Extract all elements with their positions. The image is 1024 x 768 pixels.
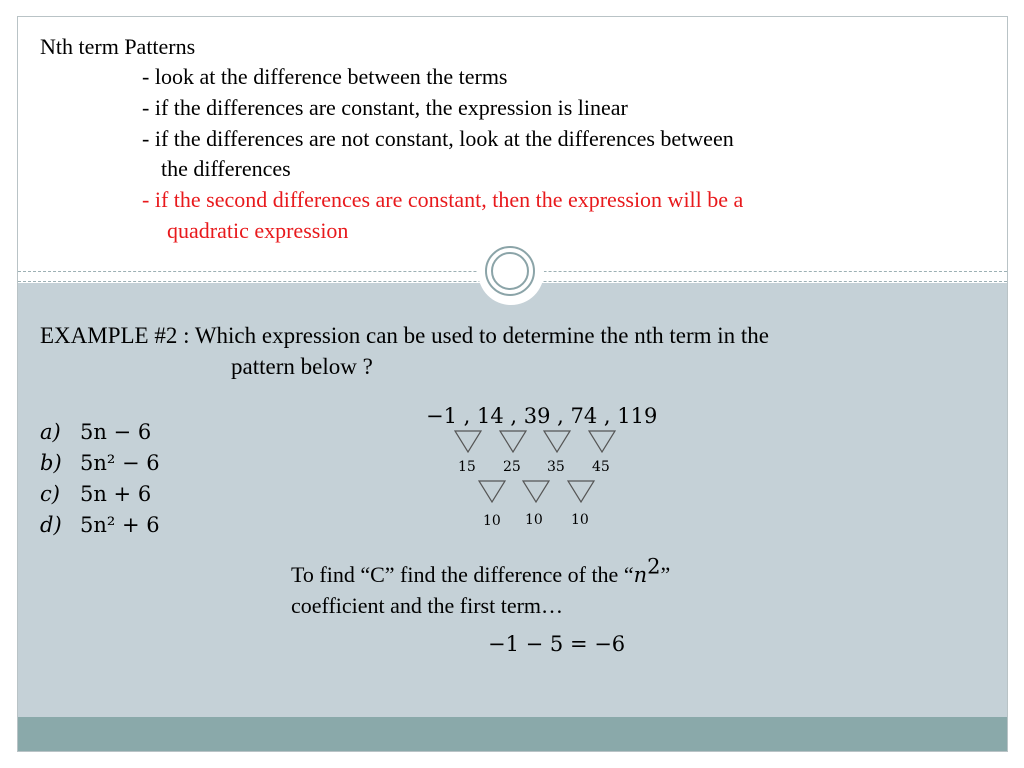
triangle-icon: [567, 480, 595, 504]
option-letter-d: d): [40, 513, 62, 537]
example-question: EXAMPLE #2 : Which expression can be used to determine the nth term in the: [40, 323, 770, 348]
triangle-icon: [522, 480, 550, 504]
option-expr-b: 5n² − 6: [80, 451, 160, 475]
hint-line-1: To find “C” find the difference of the “$n^2$”: [291, 554, 671, 587]
first-difference: 45: [592, 459, 610, 475]
note-bullet: - look at the difference between the terms: [142, 64, 508, 89]
sequence: −1 , 14 , 39 , 74 , 119: [426, 404, 658, 428]
equation: −1 − 5 = −6: [488, 632, 626, 656]
slide: [17, 16, 1008, 752]
option-expr-a: 5n − 6: [80, 420, 152, 444]
example-question-cont: pattern below ?: [231, 354, 373, 379]
first-difference: 35: [547, 459, 565, 475]
triangle-icon: [478, 480, 506, 504]
note-bullet: - if the differences are constant, the expression is linear: [142, 95, 628, 120]
note-bullet-highlight: - if the second differences are constant, then the expression will be a: [142, 187, 744, 212]
triangle-icon: [499, 430, 527, 454]
option-letter-a: a): [40, 420, 61, 444]
first-difference: 25: [503, 459, 521, 475]
first-difference: 15: [458, 459, 476, 475]
circle-ring-inner-icon: [491, 252, 529, 290]
triangle-icon: [588, 430, 616, 454]
note-continuation-highlight: quadratic expression: [167, 218, 349, 243]
second-difference: 10: [571, 512, 589, 528]
option-letter-c: c): [40, 482, 60, 506]
option-expr-d: 5n² + 6: [80, 513, 160, 537]
hint-line-2: coefficient and the first term…: [291, 593, 564, 618]
option-expr-c: 5n + 6: [80, 482, 152, 506]
triangle-icon: [454, 430, 482, 454]
triangle-icon: [543, 430, 571, 454]
note-bullet: - if the differences are not constant, look at the differences between: [142, 126, 734, 151]
second-difference: 10: [525, 512, 543, 528]
note-continuation: the differences: [161, 156, 291, 181]
second-difference: 10: [483, 513, 501, 529]
option-letter-b: b): [40, 451, 62, 475]
footer-bar: [18, 717, 1007, 751]
notes-title: Nth term Patterns: [40, 34, 196, 59]
